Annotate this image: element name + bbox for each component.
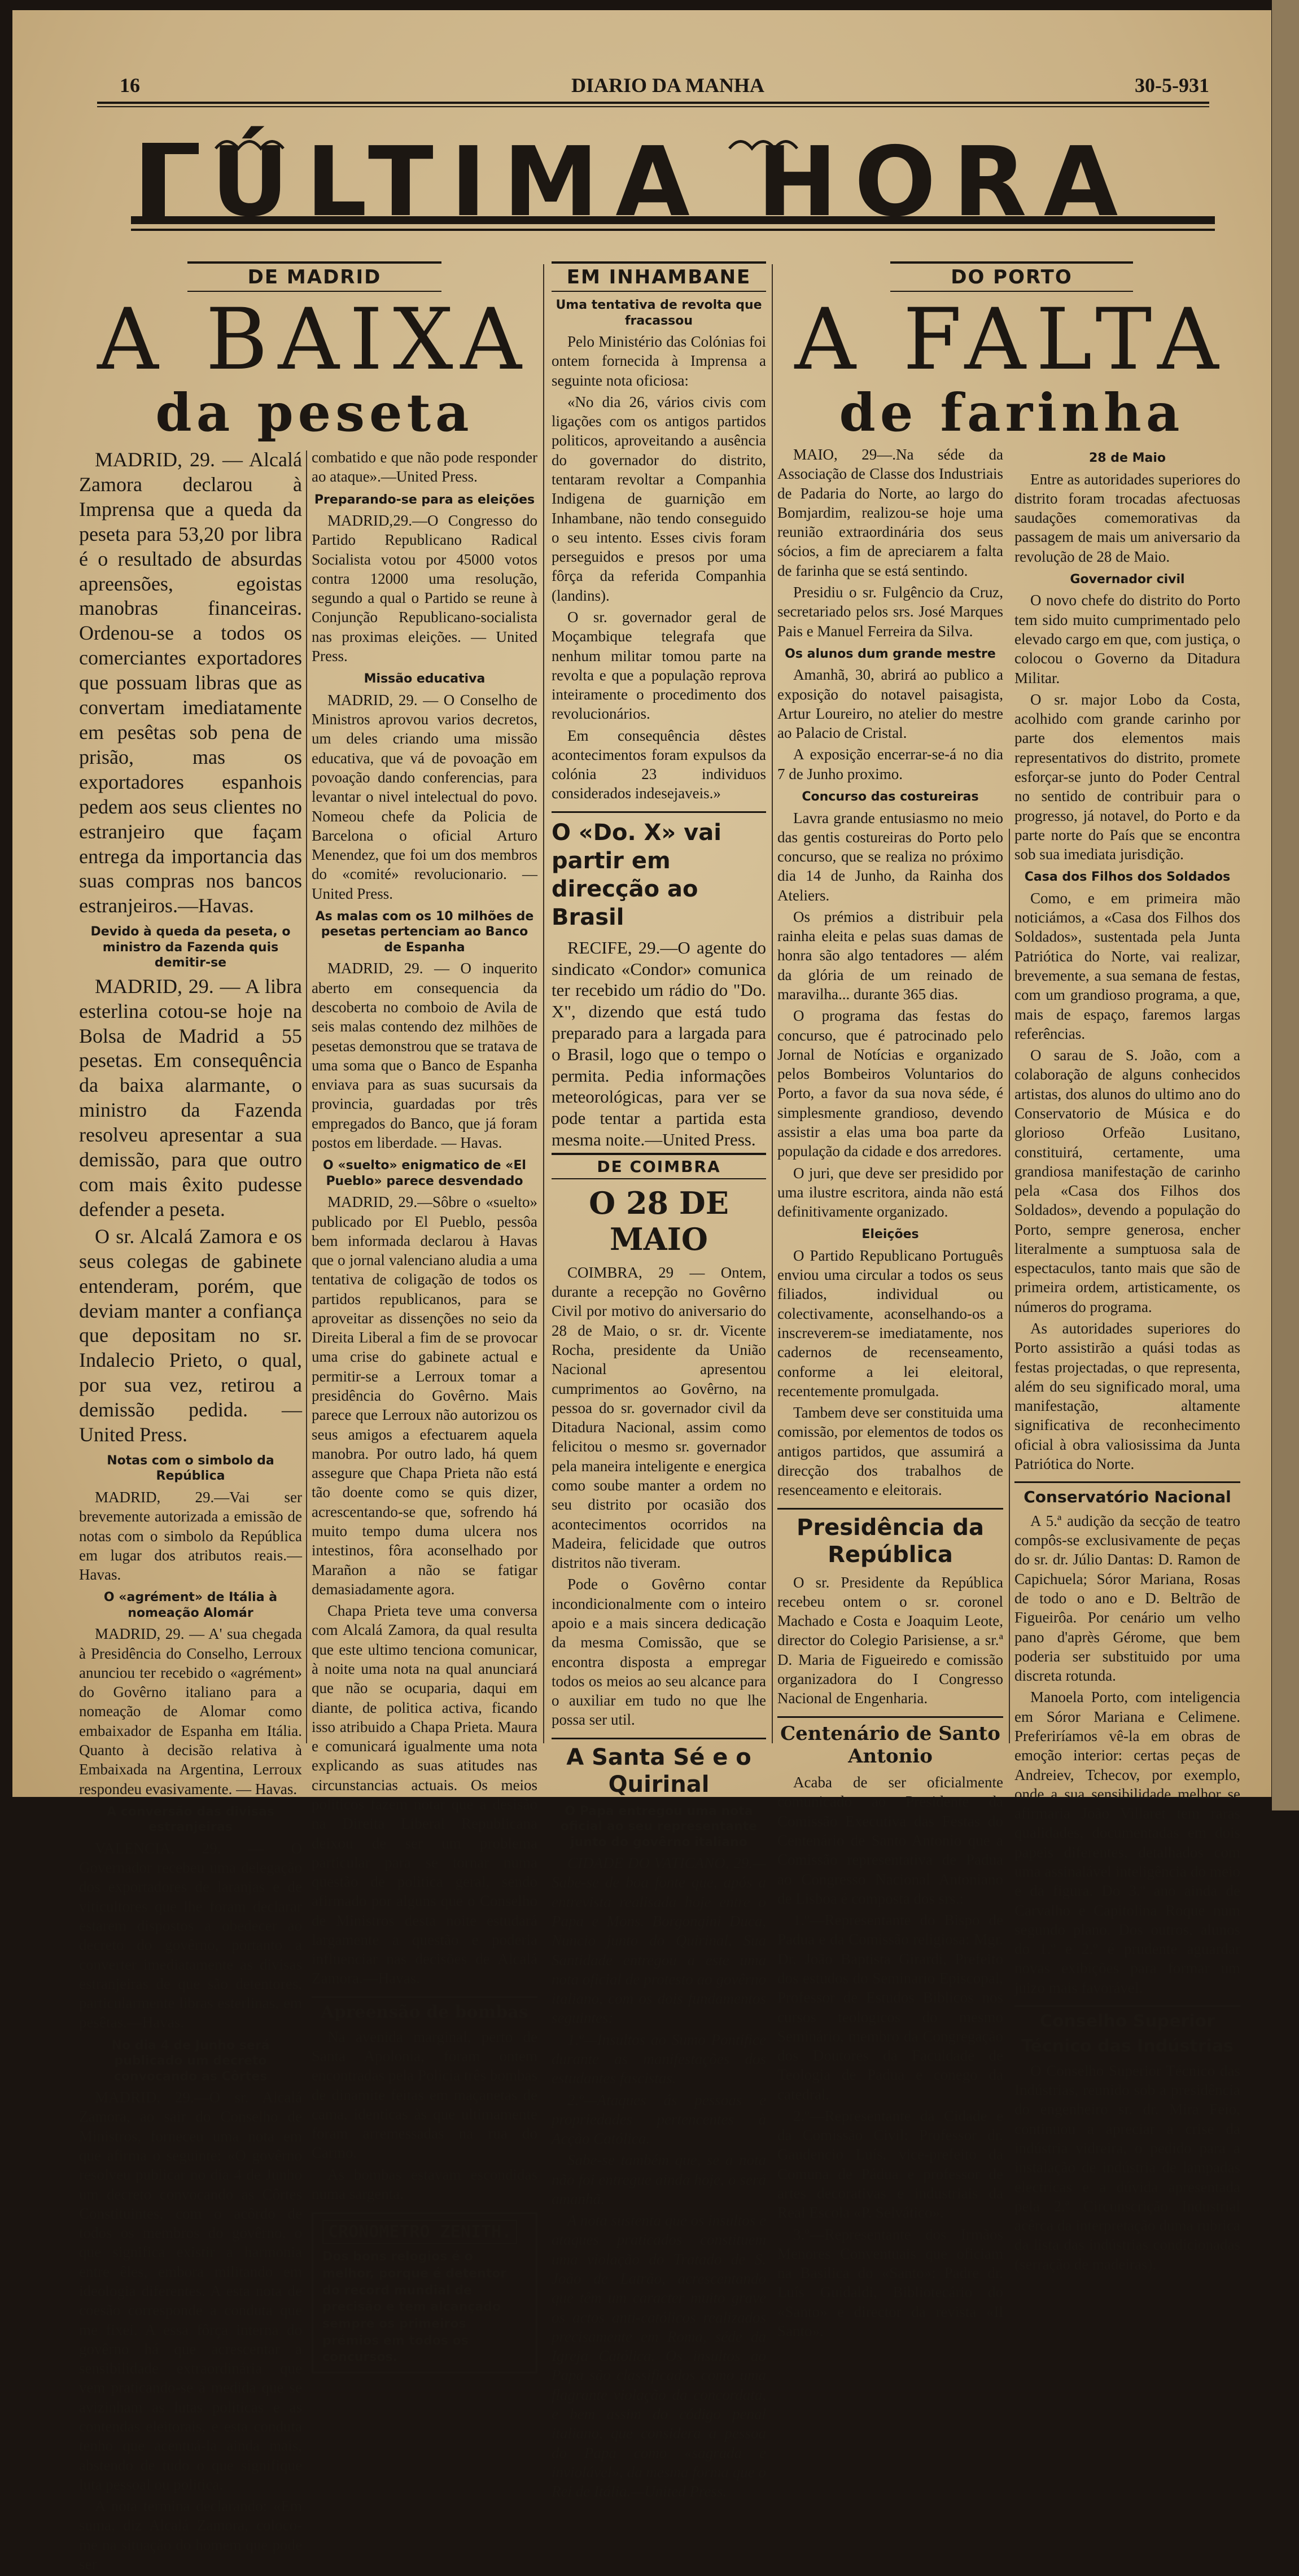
bombs-paragraph: As bombas estavam escondidas numa sargenta. xyxy=(312,2166,537,2202)
kicker-madrid: DE MADRID xyxy=(187,261,441,292)
madrid-subhead: Notas com o simbolo da República xyxy=(107,1453,274,1484)
subheadline-peseta: da peseta xyxy=(155,382,474,443)
porto-subhead: Os alunos dum grande mestre xyxy=(785,646,996,661)
issue-date: 30-5-931 xyxy=(1135,74,1209,97)
porto-paragraph: Amanhã, 30, abrirá ao publico a exposição do notavel paisagista, Artur Loureiro, no atelier do mestre ao Palacio de Cristal. xyxy=(777,666,1003,742)
bombs-heading: Apreensão de bombas xyxy=(312,1996,537,2023)
inhambane-paragraph: Em consequência dêstes acontecimentos foram expulsos da colónia 23 individuos considerados indesejaveis.» xyxy=(552,727,766,802)
porto-paragraph: MAIO, 29—.Na séde da Associação de Classe dos Industriais de Padaria do Norte, ao largo do Bomjardim, realizou-se hoje uma reunião extraordinária dos seus sócios, a fim de apreciarem a falta de farinha que se está sentindo. xyxy=(777,446,1003,579)
madrid-paragraph: MADRID,29.—O Congresso do Partido Republicano Radical Socialista votou por 45000 votos contra 12000 uma resolução, segundo a qual o Partido se reune à Conjunção Republicano-socialista nas proximas eleições. — United Press. xyxy=(312,512,537,665)
madrid-paragraph: Chapa Prieta teve uma conversa com Alcalá Zamora, da qual resulta que este ultimo tenciona comunicar, à noite uma nota na qual anunciará que não se ocuparia, daqui em diante, de politica activa, ficando isso atribuido a Chapa Prieta. Maura e comunicará igualmente uma nota explicando as suas atitudes nas circunstancias actuais. Os meios politicos fazem notar que a desisão na Direita Liberal Republicana deixou de ser um problema particular para se tornar numa questão de politica geral, sendo afirmado por alguns que o Conselho de Ministros desta noite estudará largamente a questão e poderia influenciar nas decisões de Alcalá Zamora.—Havas. xyxy=(312,1602,537,1987)
centenary-heading: Centenário de Santo Antonio xyxy=(777,1716,1003,1769)
madrid-subhead: As malas com os 10 milhões de pesetas pertenciam ao Banco de Espanha xyxy=(315,909,534,955)
vatican-subhead: O Papa entregou uma nota oficial ao seu representante junto do govêrno italiano xyxy=(560,1804,758,1849)
dox-paragraph: RECIFE, 29.—O agente do sindicato «Condor» comunica ter recebido um rádio do "Do. X", dizendo que está tudo preparado para a largada para o Brasil, logo que o tempo o permita. Pedia informações meteorológicas, para ver se pode tentar a partida esta mesma noite.—United Press. xyxy=(552,937,766,1150)
madrid-paragraph: A nota termina declarando: «Em suma, diz Alcalá Zamora, coloco-me na situação do homem que pode ser xyxy=(79,2498,302,2573)
masthead-banner xyxy=(131,126,1215,253)
header-rule-thin xyxy=(97,106,1209,107)
porto-column-1 xyxy=(777,445,1003,2343)
madrid-subhead: O «suelto» enigmatico de «El Pueblo» parece desvendado xyxy=(323,1158,526,1188)
porto-paragraph: O programa das festas do concurso, que é patrocinado pelo Jornal de Notícias e organizado pelos Bombeiros Voluntarios do Porto, a favor da sua nova séde, é simplesmente grandioso, devendo assistir a elas uma boa parte da população da cidade e dos arredores. xyxy=(777,1007,1003,1160)
madrid-subhead: No dia 4 de Junho será publicado um decreto convocando as Côrtes xyxy=(111,2038,270,2084)
porto-paragraph: O sarau de S. João, com a colaboração de alguns conhecidos artistas, dos alunos do ultimo ano do Conservatorio de Música e do glorioso Orfeão Lusitano, constituirá, certamente, uma grandiosa manifestação de carinho pela «Casa dos Filhos dos Soldados», devendo a população do Porto, sempre generosa, encher literalmente a sumptuosa sala de espectaculos, tanto mais que são de primeira ordem, artisticamente, os números do programa. xyxy=(1014,1047,1240,1315)
madrid-column-1 xyxy=(79,448,302,2576)
porto-paragraph: A exposição encerrar-se-á no dia 7 de Junho proximo. xyxy=(777,746,1003,782)
centenary-paragraph: 1.º—Representante do Bispo de Padua e da Comissão religiosa: Mgr. Dr. João Baptista Girardi, Prefeito dos estudos do Seminario Episcopal, Professor de Estudos Biblicos nos cursos teologicos do mesmo Seminário, membro da Congregação dos Doutores da Faculdade de Teologia de Padua e conego da catedral. xyxy=(777,1912,1003,2103)
madrid-paragraph: MADRID, 29.—Vai ser brevemente autorizada a emissão de notas com o simbolo da República em lugar dos atributos reais.—Havas. xyxy=(79,1488,302,1584)
madrid-paragraph: MADRID, 29. — A libra esterlina cotou-se hoje na Bolsa de Madrid a 55 pesetas. Em consequência da baixa alarmante, o ministro da Fazenda resolveu apresentar a sua demissão, para que outro com mais êxito pudesse defender a peseta. xyxy=(79,974,302,1221)
conservatory-heading: Conservatório Nacional xyxy=(1014,1481,1240,1507)
madrid-subhead: Devido à queda da peseta, o ministro da Fazenda quis demitir-se xyxy=(90,925,291,970)
vatican-paragraph: 1.º—Insultos ao Sumo Pontifice durante as manifestações dos estudantes fascistas. xyxy=(552,2031,766,2087)
column-rule xyxy=(543,264,544,1743)
dox-heading: O «Do. X» vai partir em direcção ao Brasil xyxy=(552,811,766,931)
coimbra-paragraph: COIMBRA, 29 — Ontem, durante a recepção no Govêrno Civil por motivo do aniversario do 28 de Maio, o sr. dr. Vicente Rocha, presidente da União Nacional apresentou cumprimentos ao Govêrno, na pessoa do sr. governador civil da Ditadura Nacional, assim como felicitou o mesmo sr. governador pela maneira inteligente e energica como soube manter a ordem no seu distrito por ocasião dos acontecimentos ocorridos na Madeira, felicidade que outros distritos não tiveram. xyxy=(552,1263,766,1572)
porto-column-2 xyxy=(1014,445,1240,2276)
kicker-porto: DO PORTO xyxy=(890,261,1133,292)
inhambane-paragraph: «No dia 26, vários civis com ligações com os antigos partidos politicos, aproveitando a ausência do governador do distrito, tentaram revoltar a Companhia Indigena de guarnição em Inhambane, não tendo conseguido o seu intento. Esses civis foram perseguidos e presos por uma fôrça da referida Companhia (landins). xyxy=(552,393,766,604)
porto-paragraph: Presidiu o sr. Fulgêncio da Cruz, secretariado pelos srs. José Marques Pais e Manuel Ferreira da Silva. xyxy=(777,583,1003,640)
madrid-subhead: O «agrément» de Itália à nomeação Alomár xyxy=(103,1590,278,1620)
porto-paragraph: O novo chefe do distrito do Porto tem sido muito cumprimentado pelo elevado cargo em que, com justiça, o colocou o Governo da Ditadura Militar. xyxy=(1014,592,1240,686)
porto-subhead: 28 de Maio xyxy=(1089,451,1166,465)
madrid-lead: MADRID, 29. — Alcalá Zamora declarou à Imprensa que a queda da peseta para 53,20 por libra é o resultado de absurdas apreensões, egoistas manobras financeiras. Ordenou-se a todos os comerciantes exportadores que possuam libras que as convertam imediatamente em pesêtas sob pena de prisão, mas os exportadores espanhois pedem aos seus clientes no estranjeiro que façam entrega da importancia das suas compras nos bancos estranjeiros.—Havas. xyxy=(79,448,302,917)
vatican-heading: A Santa Sé e o Quirinal xyxy=(552,1738,766,1798)
madrid-subhead: A conversão das divisas estranjeiras xyxy=(107,1804,274,1835)
column-rule xyxy=(1009,829,1010,1743)
page-number: 16 xyxy=(120,74,140,97)
vatican-paragraph: A nota sustenta que os insultos e ataques praticados constituem uma violação do Tratado de S. João de Latrão, acrescentando que têm um caracter muito grave os actos anti-católicos realizados precisamente em Roma, séde da Igreja Católica. Os insultos ao Papa são classificados como uma flagrante violação da concordata, e bem assim do código penal italiano, que considera a pessoa do Papa como «sagrada e inviolável», da mesma forma que o Rei de Itália.—United Press. xyxy=(552,2212,767,2500)
vatican-paragraph: Sabe-se também que, se a nota não foi entregue ainda hoje, o será amanhã. xyxy=(552,2151,766,2207)
madrid-paragraph: O sr. Alcalá Zamora e os seus colegas de gabinete entenderam, porém, que deviam manter a confiança que depositam no sr. Indalecio Prieto, o qual, por sua vez, retirou a demissão pedida. — United Press. xyxy=(79,1224,302,1446)
kicker-coimbra: DE COIMBRA xyxy=(552,1153,766,1179)
porto-paragraph: Entre as autoridades superiores do distrito foram trocadas afectuosas saudações comemorativas da passagem de mais um aniversario da revolução de 28 de Maio. xyxy=(1014,470,1240,565)
madrid-paragraph: MADRID, 29. — O Conselho de Ministros aprovou varios decretos, um deles criando uma missão educativa, que vá de povoação em povoação dando conferencias, para levantar o nivel intelectual do povo. Nomeou chefe da Policia de Barcelona o oficial Arturo Menendez, que foi um dos membros do «comité» revolucionario. — United Press. xyxy=(312,691,537,902)
madrid-column-2 xyxy=(312,448,537,2373)
bombs-paragraph: Na avenida marginal, perto de Santa Apolonia, foram ontem encontradas pela Policia três bombas de dinamite feitas em maçanetas de cama, identicas às que ultimamente foram arremessadas na rua do Carmo. xyxy=(312,2028,537,2162)
porto-paragraph: As autoridades superiores do Porto assistirão a quási todas as festas projectadas, o que representa, além do seu significado moral, uma manifestação, altamente significativa de reconhecimento oficial à obra valiosissima da Junta Patriótica do Norte. xyxy=(1014,1320,1240,1472)
porto-subhead: Eleições xyxy=(861,1227,919,1242)
masthead-title: ÚLTIMA HORA xyxy=(211,126,1135,238)
centenary-paragraph: Acaba de ser oficialmente comunicado ao Presidente da Comissão Executiva das Festas do Centenário de Santo Antonio que a Comissão representativa de Padua ao Congresso Nacional Antoniano de Lisboa é composta dos srs.: xyxy=(777,1774,1003,1907)
column-rule xyxy=(772,264,773,1743)
presidency-heading: Presidência da República xyxy=(777,1508,1003,1568)
madrid-paragraph: VALENCIA, 29. — O Governador recebeu uma delegação dos exportadores de laranjas e de viticultores que lhe foram declarar estarem dispostos a obedecer ao decreto do govêrno, portanto a converter imediatamente as divisas estranjeiras de que são detentores, particularmente libras esterlinas, em pesêtas.—Havas. xyxy=(79,1839,302,2031)
council-paragraph: O Conselho Superior Técnico das Indústrias, reunido sob a presidência do engenheiro sr. dr. Mira Feio, continuou a apreciar a crise da indústria vidreira, o pedido para a instalação de indústria de lampadas electricas e a dúvida apresentada pela 2.ª Circunscrição Industrial acêrca da interpretação duma rubrica da lista das indústrias condicionadas (serração de madeiras). xyxy=(1014,2062,1240,2273)
coimbra-headline: O 28 DE MAIO xyxy=(589,1184,729,1257)
porto-paragraph: Lavra grande entusiasmo no meio das gentis costureiras do Porto pelo concurso, que se realiza no próximo dia 14 de Junho, da Rainha dos Ateliers. xyxy=(777,809,1003,904)
council-heading-1: Conselho Superior xyxy=(1014,2005,1240,2032)
porto-paragraph: Os prémios a distribuir pela rainha eleita e pelas suas damas de honra são algo tentadores — além da glória de um reinado de maravilha... durante 365 dias. xyxy=(777,908,1003,1003)
madrid-paragraph: MADRID, 29. — A' sua chegada à Presidência do Conselho, Lerroux anunciou ter recebido o «agrément» do Govêrno italiano para a nomeação de Alomar como embaixador de Espanha em Itália. Quanto à decisão relativa à Embaixada na Argentina, Lerroux respondeu evasivamente. — Havas. xyxy=(79,1625,302,1797)
header-rule xyxy=(97,102,1209,104)
vatican-paragraph: 2.º—Ataques ás pessoas e propriedades pertencentes à Acção Católica. xyxy=(552,2091,766,2148)
porto-paragraph: O Partido Republicano Português enviou uma circular a todos os seus filiados, individual ou colectivamente, aconselhando-os a inscreverem-se imediatamente, nos cadernos de recenseamento, conforme a lei eleitoral, recentemente promulgada. xyxy=(777,1247,1003,1399)
conservatory-paragraph: A 5.ª audição da secção de teatro compôs-se exclusivamente de peças do sr. dr. Júlio Dantas: D. Ramon de Capichuela; Sóror Mariana, Rosas de todo o ano e D. Beltrão de Figueirôa. Por cenário um velho pano d'après Gérome, que bem poderia ser substituido por uma discreta rotunda. xyxy=(1014,1512,1240,1685)
newspaper-page xyxy=(12,10,1271,2573)
page-edge xyxy=(1272,0,1299,1810)
porto-paragraph: O sr. major Lobo da Costa, acolhido com grande carinho por parte dos elementos mais representativos do distrito, promete esforçar-se junto do Poder Central no sentido de contribuir para o progresso, já notavel, do Porto e da parte norte do País que se encontra sob sua imediata jurisdição. xyxy=(1014,690,1240,863)
porto-subhead: Concurso das costureiras xyxy=(802,790,979,804)
porto-paragraph: Tambem deve ser constituida uma comissão, por elementos de todos os antigos partidos, que assumirá a direcção dos trabalhos de resenceamento e eleitorais. xyxy=(777,1404,1003,1499)
zenith-advert xyxy=(312,2212,537,2373)
madrid-headline-block xyxy=(91,261,537,452)
madrid-subhead: Preparando-se para as eleições xyxy=(314,492,535,507)
paper-name: DIARIO DA MANHA xyxy=(571,74,764,97)
advert-title: CRONOMETRO ZENITH. xyxy=(322,2220,517,2244)
porto-subhead: Casa dos Filhos dos Soldados xyxy=(1024,870,1231,885)
centenary-paragraph: 2.º—Representante da Cidade e da Comissão Civil: Professor dr. Gaudencio Luís, vice-prefeito da Comuna de Pádua e professor de artes decorativas e industriais da Real Escola «P. Selvático». xyxy=(777,2107,1003,2221)
madrid-paragraph: MADRID, 29.—O sr. Alcalá Zamora, ao sair do Conselho de Ministros, forneceu uma nota em que afirma o seguinte: «O govêrno resolveu publicar no dia 4 de Junho um decreto convocando as Côrtes Constituintes, com o acôrdo de todos os membros do govêrno, o que significa existir a harmonia entre êles, embora militando em ideologia diferentes. A esta nota de coesão corresponde a conduta que me fixei. A essa fôrça interna do govêrno há que acrescentar a sensibilidade extraordinária que vem praticando-se à medida que se avizinham as lutas politicas e as contendas eleitorais, e esta conduta tenho que acentuá-la ainda mais, abstendo de tudo o que signifique luta pessoal ou politica. xyxy=(79,2089,302,2493)
inhambane-subhead: Uma tentativa de revolta que fracassou xyxy=(556,298,762,328)
inhambane-paragraph: O sr. governador geral de Moçambique telegrafa que nenhum militar tomou parte na revolta e que a população reprova inteiramente o procedimento dos revolucionários. xyxy=(552,608,766,723)
porto-paragraph: O juri, que deve ser presidido por uma ilustre escritora, ainda não está definitivamente organizado. xyxy=(777,1164,1003,1221)
porto-subhead: Governador civil xyxy=(1070,572,1185,587)
vatican-paragraph: CIDADE DO VATICANO, 29.—Sabe-se de boa fonte que, após a entrevista realisada hoje entre o Papa e Mons. Borgongini Duca, Nuncio junto do Quirinal, Sua Santidade entregou a este uma nota oficial de protesto ao govêrno italiano, com os dois fundamentos seguintes: xyxy=(552,1855,766,2027)
headline-falta: A FALTA xyxy=(794,291,1229,389)
advert-text: Dos bons relogios é o melhor, porque é detentor do record mundial de precisão e tem alcançado sempre os primeiros prémios em todos os concursos. xyxy=(322,2250,507,2365)
madrid-paragraph: MADRID, 29.—Sôbre o «suelto» publicado por El Pueblo, pessôa bem informada declarou à Havas que o jornal valenciano aludia a uma tentativa de coligação de todos os partidos republicanos, para se aproveitar as dissenções no seio da Direita Liberal a fim de se provocar uma crise do gabinete actual e permitir-se a Lerroux tomar a presidência do Govêrno. Mais parece que Lerroux não autorizou os seus amigos a efectuarem aquela manobra. Por outro lado, há quem assegure que Chapa Prieta não está tão doente como se quis dizer, acrescentando-se que, sofrendo há muito tempo duma ulcera nos intestinos, fôra aconselhado por Marañon a não se fatigar demasiadamente agora. xyxy=(312,1193,537,1598)
coimbra-paragraph: Pode o Govêrno contar incondicionalmente com o inteiro apoio e a mais sincera dedicação da mesma Comissão, que se encontra disposta a empregar todos os meios ao seu alcance para o auxiliar em tudo no que lhe possa ser util. xyxy=(552,1576,766,1729)
porto-headline-block xyxy=(777,261,1246,452)
porto-paragraph: Como, e em primeira mão noticiámos, a «Casa dos Filhos dos Soldados», sustentada pela Junta Patriótica do Norte, vai realizar, brevemente, a sua semana de festas, com um grandioso programa, a que, mais de espaço, faremos largas referências. xyxy=(1014,889,1240,1042)
column-rule xyxy=(306,451,307,1743)
headline-baixa: A BAIXA xyxy=(97,291,532,389)
madrid-paragraph: MADRID, 29. — O inquerito aberto em consequencia da descoberta no comboio de Avila de seis malas contendo dez milhões de pesetas demonstrou que se tratava de uma soma que o Banco de Espanha enviava para as suas sucursais da provincia, guardadas por três empregados do Banco, que já foram postos em liberdade. — Havas. xyxy=(312,960,537,1151)
madrid-paragraph: combatido e que não pode responder ao ataque».—United Press. xyxy=(312,449,537,486)
presidency-paragraph: O sr. Presidente da República recebeu ontem o sr. coronel Machado e Costa e Joaquim Leote, director do Colegio Parisiense, a sr.ª D. Maria de Figueiredo e comissão organizadora do I Congresso Nacional de Engenharia. xyxy=(777,1573,1003,1707)
madrid-subhead: Missão educativa xyxy=(364,672,486,686)
inhambane-paragraph: Pelo Ministério das Colónias foi ontem fornecida à Imprensa a seguinte nota oficiosa: xyxy=(552,333,766,389)
centenary-paragraph: 3.º—Representante dos Irmãos Menores Conventuais que oficiam na Basilica do «Santo»: Padre dr. Luís Guidaldi, Bibliotecário do «Santo» e director da revista «Il Santo». xyxy=(777,2225,1003,2339)
middle-column xyxy=(552,261,766,2503)
subheadline-farinha: de farinha xyxy=(839,382,1184,443)
kicker-inhambane: EM INHAMBANE xyxy=(552,261,766,292)
council-heading-2: Técnico das Indústrias xyxy=(1021,2036,1234,2056)
conservatory-paragraph: Manoela Porto, com inteligencia em Sóror Mariana e Celimene. Preferiríamos vê-la em obras de emoção interior: certas peças de Andreiev, Tchecov, por exemplo, onde a sua sensibilidade melhor se afirmaria João Villaret tem raras qualidades, documentadas em dois papeis diferentes, detalhados com uma assinalável inteligência do meio e da figura. Do 3.º ano ainda de Carvalho e Capitolina Roque num segundo plano. Dos outros, alunos do 1.º e 2.º é prudente aguardar novas exibições para formar um juizo mais favorável. xyxy=(1014,1689,1240,1996)
